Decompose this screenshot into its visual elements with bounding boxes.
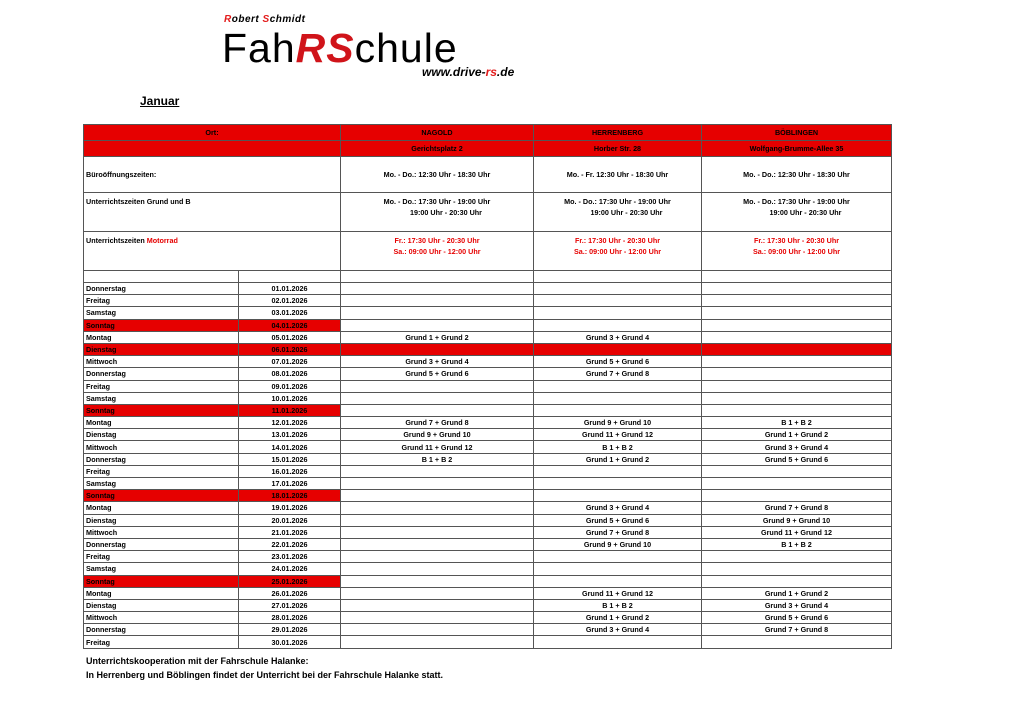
day-date: 06.01.2026 xyxy=(239,343,341,355)
lesson-herrenberg: Grund 5 + Grund 6 xyxy=(534,514,702,526)
address-herrenberg: Horber Str. 28 xyxy=(534,141,702,157)
day-name: Montag xyxy=(84,587,239,599)
logo-wordmark: FahRSchule xyxy=(222,25,458,71)
office-hours-herrenberg: Mo. - Fr. 12:30 Uhr - 18:30 Uhr xyxy=(534,157,702,193)
lesson-nagold xyxy=(341,526,534,538)
motorcycle-hours-row xyxy=(84,232,892,271)
day-row xyxy=(84,526,892,538)
lesson-nagold xyxy=(341,392,534,404)
lesson-boeblingen xyxy=(702,380,892,392)
motorcycle-hours-boeblingen: Fr.: 17:30 Uhr - 20:30 Uhr Sa.: 09:00 Uhr - 12:00 Uhr xyxy=(702,232,892,271)
lesson-nagold xyxy=(341,636,534,648)
lesson-herrenberg xyxy=(534,295,702,307)
lesson-herrenberg xyxy=(534,490,702,502)
lesson-nagold xyxy=(341,478,534,490)
day-date: 25.01.2026 xyxy=(239,575,341,587)
day-date: 18.01.2026 xyxy=(239,490,341,502)
day-date: 10.01.2026 xyxy=(239,392,341,404)
day-date: 11.01.2026 xyxy=(239,404,341,416)
lesson-nagold xyxy=(341,563,534,575)
lesson-herrenberg xyxy=(534,343,702,355)
location-nagold: NAGOLD xyxy=(341,125,534,141)
day-row xyxy=(84,478,892,490)
day-row xyxy=(84,502,892,514)
lesson-nagold xyxy=(341,404,534,416)
day-row xyxy=(84,490,892,502)
office-hours-label: Büroöffnungszeiten: xyxy=(84,157,341,193)
lesson-boeblingen xyxy=(702,551,892,563)
day-name: Sonntag xyxy=(84,319,239,331)
day-name: Mittwoch xyxy=(84,441,239,453)
day-date: 09.01.2026 xyxy=(239,380,341,392)
day-name: Mittwoch xyxy=(84,526,239,538)
logo-owner-name: Robert Schmidt xyxy=(224,14,306,25)
spacer-row xyxy=(84,271,892,283)
lesson-boeblingen xyxy=(702,283,892,295)
lesson-nagold xyxy=(341,612,534,624)
lesson-herrenberg xyxy=(534,563,702,575)
day-date: 30.01.2026 xyxy=(239,636,341,648)
ort-label: Ort: xyxy=(84,125,341,141)
lesson-herrenberg xyxy=(534,636,702,648)
day-row xyxy=(84,514,892,526)
month-title: Januar xyxy=(140,94,180,108)
office-hours-row xyxy=(84,157,892,193)
day-name: Donnerstag xyxy=(84,283,239,295)
day-date: 04.01.2026 xyxy=(239,319,341,331)
day-name: Sonntag xyxy=(84,490,239,502)
location-herrenberg: HERRENBERG xyxy=(534,125,702,141)
lesson-herrenberg xyxy=(534,319,702,331)
lesson-hours-row xyxy=(84,193,892,232)
lesson-boeblingen: Grund 7 + Grund 8 xyxy=(702,624,892,636)
lesson-herrenberg xyxy=(534,380,702,392)
day-row xyxy=(84,441,892,453)
day-row xyxy=(84,380,892,392)
day-name: Samstag xyxy=(84,563,239,575)
day-row xyxy=(84,575,892,587)
logo-url: www.drive-rs.de xyxy=(422,65,515,79)
day-date: 14.01.2026 xyxy=(239,441,341,453)
lesson-herrenberg: Grund 5 + Grund 6 xyxy=(534,356,702,368)
day-name: Freitag xyxy=(84,551,239,563)
day-name: Dienstag xyxy=(84,599,239,611)
motorcycle-hours-herrenberg: Fr.: 17:30 Uhr - 20:30 Uhr Sa.: 09:00 Uhr - 12:00 Uhr xyxy=(534,232,702,271)
day-date: 19.01.2026 xyxy=(239,502,341,514)
lesson-boeblingen xyxy=(702,343,892,355)
day-date: 22.01.2026 xyxy=(239,538,341,550)
lesson-boeblingen xyxy=(702,392,892,404)
fahrschule-logo xyxy=(222,14,582,79)
lesson-herrenberg: Grund 3 + Grund 4 xyxy=(534,502,702,514)
lesson-boeblingen xyxy=(702,563,892,575)
lesson-nagold: Grund 7 + Grund 8 xyxy=(341,417,534,429)
day-name: Donnerstag xyxy=(84,368,239,380)
lesson-nagold xyxy=(341,319,534,331)
lesson-nagold xyxy=(341,307,534,319)
lesson-hours-boeblingen: Mo. - Do.: 17:30 Uhr - 19:00 Uhr 19:00 Uhr - 20:30 Uhr xyxy=(702,193,892,232)
day-name: Mittwoch xyxy=(84,612,239,624)
lesson-herrenberg xyxy=(534,575,702,587)
lesson-herrenberg xyxy=(534,478,702,490)
day-row xyxy=(84,624,892,636)
lesson-boeblingen xyxy=(702,465,892,477)
day-row xyxy=(84,404,892,416)
lesson-boeblingen xyxy=(702,368,892,380)
day-name: Freitag xyxy=(84,380,239,392)
lesson-boeblingen xyxy=(702,331,892,343)
cooperation-note-line-1: Unterrichtskooperation mit der Fahrschule Halanke: xyxy=(86,656,309,666)
day-name: Samstag xyxy=(84,307,239,319)
lesson-boeblingen: Grund 3 + Grund 4 xyxy=(702,599,892,611)
lesson-herrenberg: Grund 9 + Grund 10 xyxy=(534,417,702,429)
day-row xyxy=(84,356,892,368)
lesson-herrenberg: Grund 7 + Grund 8 xyxy=(534,526,702,538)
lesson-boeblingen xyxy=(702,319,892,331)
day-row xyxy=(84,319,892,331)
lesson-herrenberg xyxy=(534,392,702,404)
day-name: Mittwoch xyxy=(84,356,239,368)
cooperation-note-line-2: In Herrenberg und Böblingen findet der Unterricht bei der Fahrschule Halanke statt. xyxy=(86,670,444,680)
lesson-herrenberg xyxy=(534,404,702,416)
cooperation-note xyxy=(86,654,443,682)
lesson-herrenberg: Grund 7 + Grund 8 xyxy=(534,368,702,380)
lesson-boeblingen: Grund 7 + Grund 8 xyxy=(702,502,892,514)
lesson-herrenberg: B 1 + B 2 xyxy=(534,599,702,611)
lesson-nagold xyxy=(341,538,534,550)
motorcycle-hours-label: Unterrichtszeiten Motorrad xyxy=(84,232,341,271)
lesson-herrenberg xyxy=(534,465,702,477)
day-row xyxy=(84,368,892,380)
day-date: 26.01.2026 xyxy=(239,587,341,599)
lesson-boeblingen xyxy=(702,575,892,587)
lesson-nagold xyxy=(341,283,534,295)
lesson-boeblingen: Grund 1 + Grund 2 xyxy=(702,429,892,441)
day-date: 13.01.2026 xyxy=(239,429,341,441)
lesson-herrenberg xyxy=(534,307,702,319)
day-name: Montag xyxy=(84,502,239,514)
day-date: 01.01.2026 xyxy=(239,283,341,295)
lesson-nagold xyxy=(341,380,534,392)
day-date: 15.01.2026 xyxy=(239,453,341,465)
lesson-nagold xyxy=(341,587,534,599)
day-date: 05.01.2026 xyxy=(239,331,341,343)
day-date: 02.01.2026 xyxy=(239,295,341,307)
lesson-herrenberg: Grund 11 + Grund 12 xyxy=(534,587,702,599)
address-nagold: Gerichtsplatz 2 xyxy=(341,141,534,157)
day-name: Freitag xyxy=(84,636,239,648)
day-row xyxy=(84,295,892,307)
day-row xyxy=(84,453,892,465)
day-date: 03.01.2026 xyxy=(239,307,341,319)
lesson-boeblingen: B 1 + B 2 xyxy=(702,417,892,429)
lesson-nagold xyxy=(341,551,534,563)
lesson-hours-herrenberg: Mo. - Do.: 17:30 Uhr - 19:00 Uhr 19:00 Uhr - 20:30 Uhr xyxy=(534,193,702,232)
day-date: 27.01.2026 xyxy=(239,599,341,611)
day-name: Sonntag xyxy=(84,575,239,587)
day-row xyxy=(84,417,892,429)
lesson-boeblingen: Grund 1 + Grund 2 xyxy=(702,587,892,599)
day-row xyxy=(84,636,892,648)
lesson-boeblingen xyxy=(702,404,892,416)
day-row xyxy=(84,331,892,343)
lesson-nagold: Grund 5 + Grund 6 xyxy=(341,368,534,380)
day-row xyxy=(84,563,892,575)
day-name: Dienstag xyxy=(84,514,239,526)
day-row xyxy=(84,465,892,477)
day-row xyxy=(84,538,892,550)
lesson-hours-nagold: Mo. - Do.: 17:30 Uhr - 19:00 Uhr 19:00 Uhr - 20:30 Uhr xyxy=(341,193,534,232)
lesson-boeblingen: B 1 + B 2 xyxy=(702,538,892,550)
lesson-nagold: Grund 3 + Grund 4 xyxy=(341,356,534,368)
lesson-boeblingen: Grund 5 + Grund 6 xyxy=(702,453,892,465)
lesson-nagold xyxy=(341,502,534,514)
day-name: Samstag xyxy=(84,478,239,490)
lesson-hours-label: Unterrichtszeiten Grund und B xyxy=(84,193,341,232)
day-row xyxy=(84,307,892,319)
location-boeblingen: BÖBLINGEN xyxy=(702,125,892,141)
lesson-boeblingen: Grund 11 + Grund 12 xyxy=(702,526,892,538)
lesson-nagold xyxy=(341,624,534,636)
day-name: Montag xyxy=(84,331,239,343)
address-boeblingen: Wolfgang-Brumme-Allee 35 xyxy=(702,141,892,157)
day-name: Donnerstag xyxy=(84,624,239,636)
office-hours-boeblingen: Mo. - Do.: 12:30 Uhr - 18:30 Uhr xyxy=(702,157,892,193)
lesson-nagold xyxy=(341,343,534,355)
lesson-nagold: Grund 11 + Grund 12 xyxy=(341,441,534,453)
day-row xyxy=(84,283,892,295)
day-date: 28.01.2026 xyxy=(239,612,341,624)
day-name: Montag xyxy=(84,417,239,429)
lesson-nagold xyxy=(341,599,534,611)
day-row xyxy=(84,429,892,441)
day-row xyxy=(84,599,892,611)
day-date: 16.01.2026 xyxy=(239,465,341,477)
lesson-herrenberg: Grund 9 + Grund 10 xyxy=(534,538,702,550)
lesson-herrenberg xyxy=(534,283,702,295)
lesson-herrenberg: Grund 1 + Grund 2 xyxy=(534,612,702,624)
day-row xyxy=(84,612,892,624)
lesson-boeblingen xyxy=(702,636,892,648)
location-header-row xyxy=(84,125,892,141)
lesson-herrenberg: Grund 3 + Grund 4 xyxy=(534,624,702,636)
lesson-herrenberg: Grund 3 + Grund 4 xyxy=(534,331,702,343)
day-name: Samstag xyxy=(84,392,239,404)
day-name: Donnerstag xyxy=(84,538,239,550)
lesson-boeblingen: Grund 3 + Grund 4 xyxy=(702,441,892,453)
lesson-boeblingen xyxy=(702,490,892,502)
day-name: Dienstag xyxy=(84,429,239,441)
lesson-nagold xyxy=(341,465,534,477)
lesson-herrenberg: B 1 + B 2 xyxy=(534,441,702,453)
office-hours-nagold: Mo. - Do.: 12:30 Uhr - 18:30 Uhr xyxy=(341,157,534,193)
lesson-boeblingen xyxy=(702,356,892,368)
day-name: Sonntag xyxy=(84,404,239,416)
address-row xyxy=(84,141,892,157)
lesson-nagold: Grund 9 + Grund 10 xyxy=(341,429,534,441)
lesson-nagold xyxy=(341,490,534,502)
lesson-herrenberg: Grund 11 + Grund 12 xyxy=(534,429,702,441)
lesson-nagold xyxy=(341,295,534,307)
day-row xyxy=(84,551,892,563)
day-date: 07.01.2026 xyxy=(239,356,341,368)
schedule-table xyxy=(83,124,892,649)
lesson-boeblingen xyxy=(702,478,892,490)
day-name: Dienstag xyxy=(84,343,239,355)
lesson-boeblingen: Grund 5 + Grund 6 xyxy=(702,612,892,624)
day-row xyxy=(84,343,892,355)
lesson-herrenberg: Grund 1 + Grund 2 xyxy=(534,453,702,465)
day-name: Donnerstag xyxy=(84,453,239,465)
day-date: 24.01.2026 xyxy=(239,563,341,575)
day-row xyxy=(84,392,892,404)
day-date: 17.01.2026 xyxy=(239,478,341,490)
day-date: 21.01.2026 xyxy=(239,526,341,538)
day-date: 29.01.2026 xyxy=(239,624,341,636)
lesson-nagold: B 1 + B 2 xyxy=(341,453,534,465)
day-date: 20.01.2026 xyxy=(239,514,341,526)
day-date: 12.01.2026 xyxy=(239,417,341,429)
lesson-boeblingen xyxy=(702,295,892,307)
motorcycle-hours-nagold: Fr.: 17:30 Uhr - 20:30 Uhr Sa.: 09:00 Uhr - 12:00 Uhr xyxy=(341,232,534,271)
lesson-boeblingen xyxy=(702,307,892,319)
day-name: Freitag xyxy=(84,295,239,307)
lesson-nagold xyxy=(341,514,534,526)
lesson-nagold xyxy=(341,575,534,587)
day-row xyxy=(84,587,892,599)
lesson-herrenberg xyxy=(534,551,702,563)
day-date: 08.01.2026 xyxy=(239,368,341,380)
day-name: Freitag xyxy=(84,465,239,477)
day-date: 23.01.2026 xyxy=(239,551,341,563)
lesson-nagold: Grund 1 + Grund 2 xyxy=(341,331,534,343)
lesson-boeblingen: Grund 9 + Grund 10 xyxy=(702,514,892,526)
